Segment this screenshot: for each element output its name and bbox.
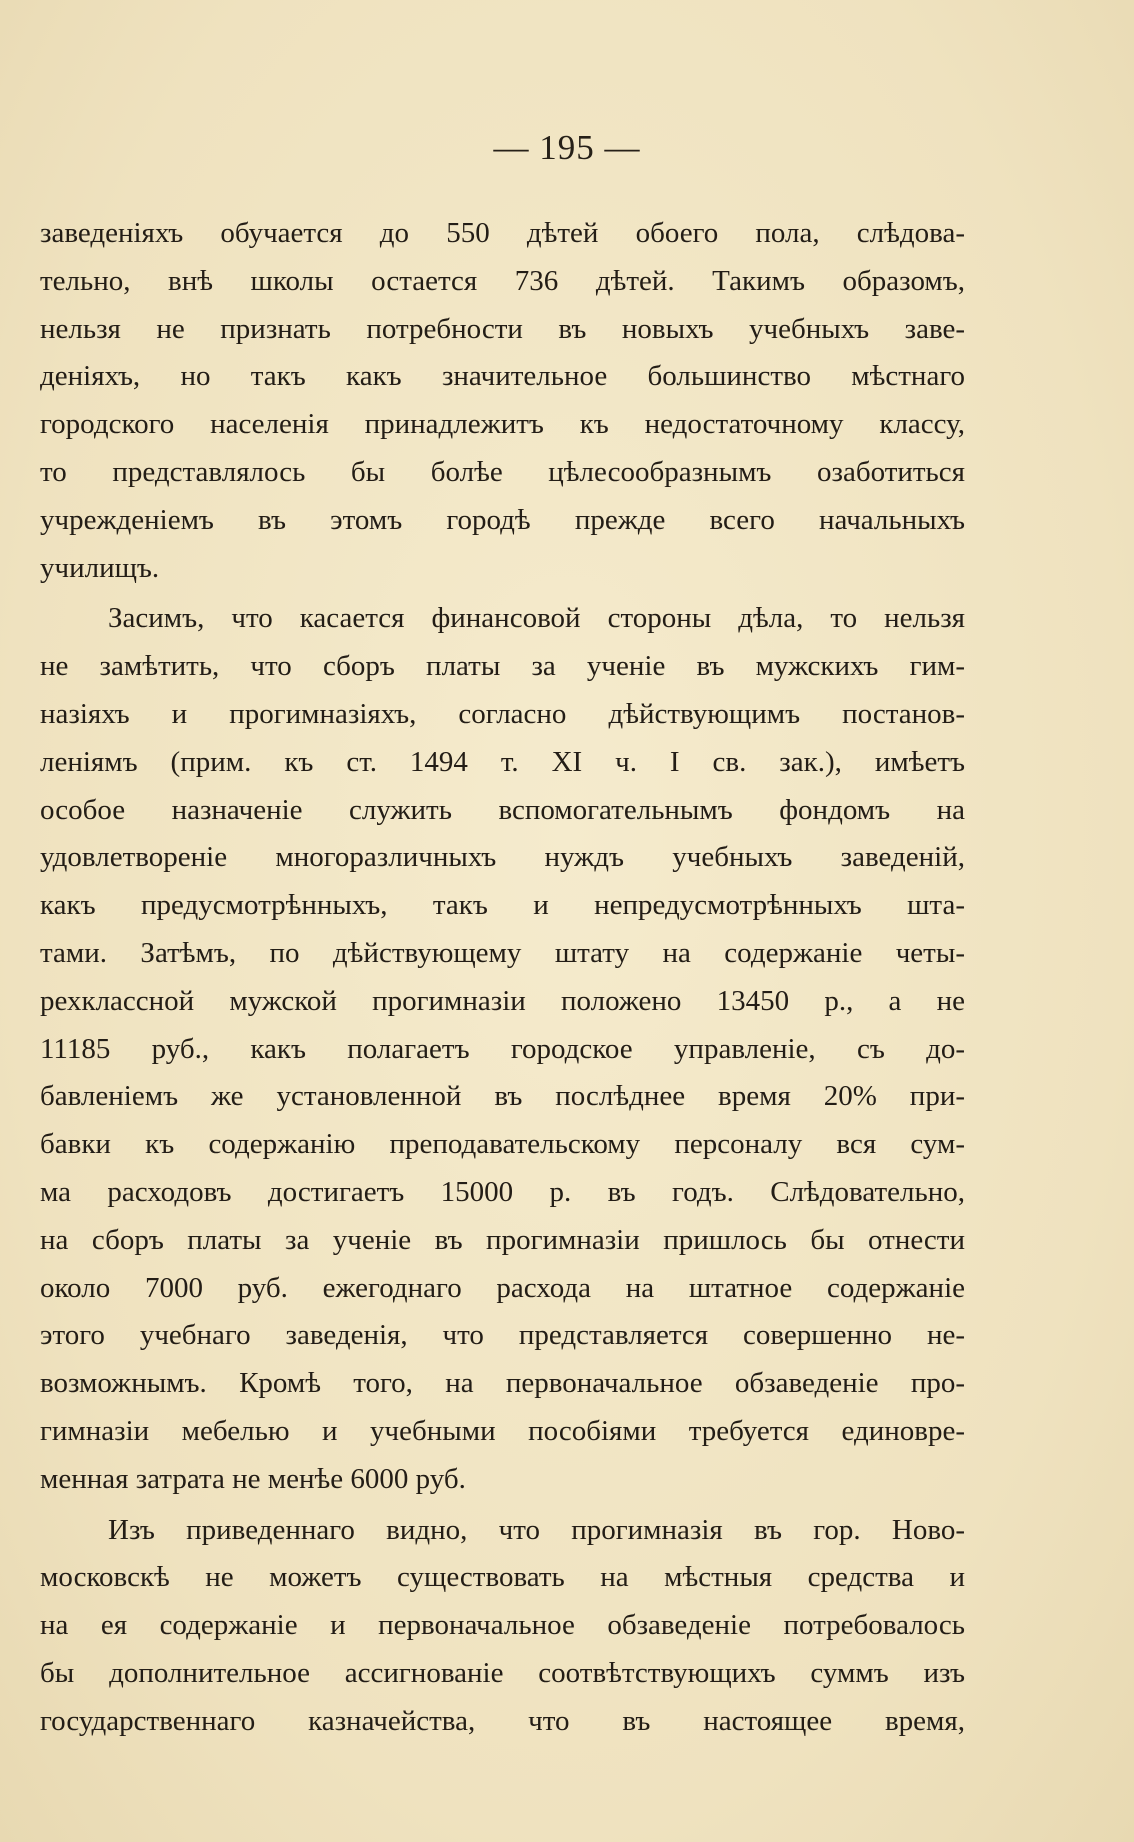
text-line: бы дополнительное ассигнованіе соотвѣтствующихъ суммъ изъ: [40, 1656, 965, 1689]
text-line: Изъ приведеннаго видно, что прогимназія въ гор. Ново-: [108, 1513, 965, 1546]
paragraph: [40, 595, 965, 1503]
text-line: Засимъ, что касается финансовой стороны дѣла, то нельзя: [108, 602, 965, 635]
text-line: на сборъ платы за ученіе въ прогимназіи пришлось бы отнести: [40, 1223, 965, 1256]
text-line: назіяхъ и прогимназіяхъ, согласно дѣйствующимъ постанов-: [40, 697, 965, 730]
text-line: возможнымъ. Кромѣ того, на первоначальное обзаведеніе про-: [40, 1367, 965, 1400]
page-number: — 195 —: [493, 128, 641, 167]
text-line: 11185 руб., какъ полагаетъ городское управленіе, съ до-: [40, 1032, 965, 1065]
text-line: бавки къ содержанію преподавательскому персоналу вся сум-: [40, 1128, 965, 1161]
text-line: особое назначеніе служить вспомогательнымъ фондомъ на: [40, 793, 965, 826]
text-line: государственнаго казначейства, что въ настоящее время,: [40, 1704, 965, 1737]
text-line: на ея содержаніе и первоначальное обзаведеніе потребовалось: [40, 1609, 965, 1642]
text-line: нельзя не признать потребности въ новыхъ учебныхъ заве-: [40, 312, 965, 345]
paragraph: [40, 1507, 965, 1746]
body-text: [40, 210, 965, 1746]
text-line: менная затрата не менѣе 6000 руб.: [40, 1462, 466, 1495]
text-line: училищъ.: [40, 551, 160, 584]
text-line: рехклассной мужской прогимназіи положено 13450 р., а не: [40, 984, 965, 1017]
text-line: учрежденіемъ въ этомъ городѣ прежде всего начальныхъ: [40, 503, 965, 536]
text-line: какъ предусмотрѣнныхъ, такъ и непредусмотрѣнныхъ шта-: [40, 889, 965, 922]
text-line: тами. Затѣмъ, по дѣйствующему штату на содержаніе четы-: [40, 936, 965, 969]
text-line: около 7000 руб. ежегоднаго расхода на штатное содержаніе: [40, 1271, 965, 1304]
text-line: городского населенія принадлежитъ къ недостаточному классу,: [40, 408, 965, 441]
text-line: деніяхъ, но такъ какъ значительное большинство мѣстнаго: [40, 360, 965, 393]
text-line: удовлетвореніе многоразличныхъ нуждъ учебныхъ заведеній,: [40, 841, 965, 874]
text-line: то представлялось бы болѣе цѣлесообразнымъ озаботиться: [40, 455, 965, 488]
text-line: бавленіемъ же установленной въ послѣднее время 20% при-: [40, 1080, 965, 1113]
text-line: гимназіи мебелью и учебными пособіями требуется единовре-: [40, 1414, 965, 1447]
text-line: не замѣтить, что сборъ платы за ученіе въ мужскихъ гим-: [40, 650, 965, 683]
text-line: ма расходовъ достигаетъ 15000 р. въ годъ. Слѣдовательно,: [40, 1175, 965, 1208]
text-line: леніямъ (прим. къ ст. 1494 т. XI ч. I св. зак.), имѣетъ: [40, 745, 965, 778]
text-line: этого учебнаго заведенія, что представляется совершенно не-: [40, 1319, 965, 1352]
text-line: заведеніяхъ обучается до 550 дѣтей обоего пола, слѣдова-: [40, 217, 965, 249]
paragraph: [40, 210, 965, 592]
text-line: тельно, внѣ школы остается 736 дѣтей. Такимъ образомъ,: [40, 264, 965, 297]
text-line: московскѣ не можетъ существовать на мѣстныя средства и: [40, 1561, 965, 1594]
